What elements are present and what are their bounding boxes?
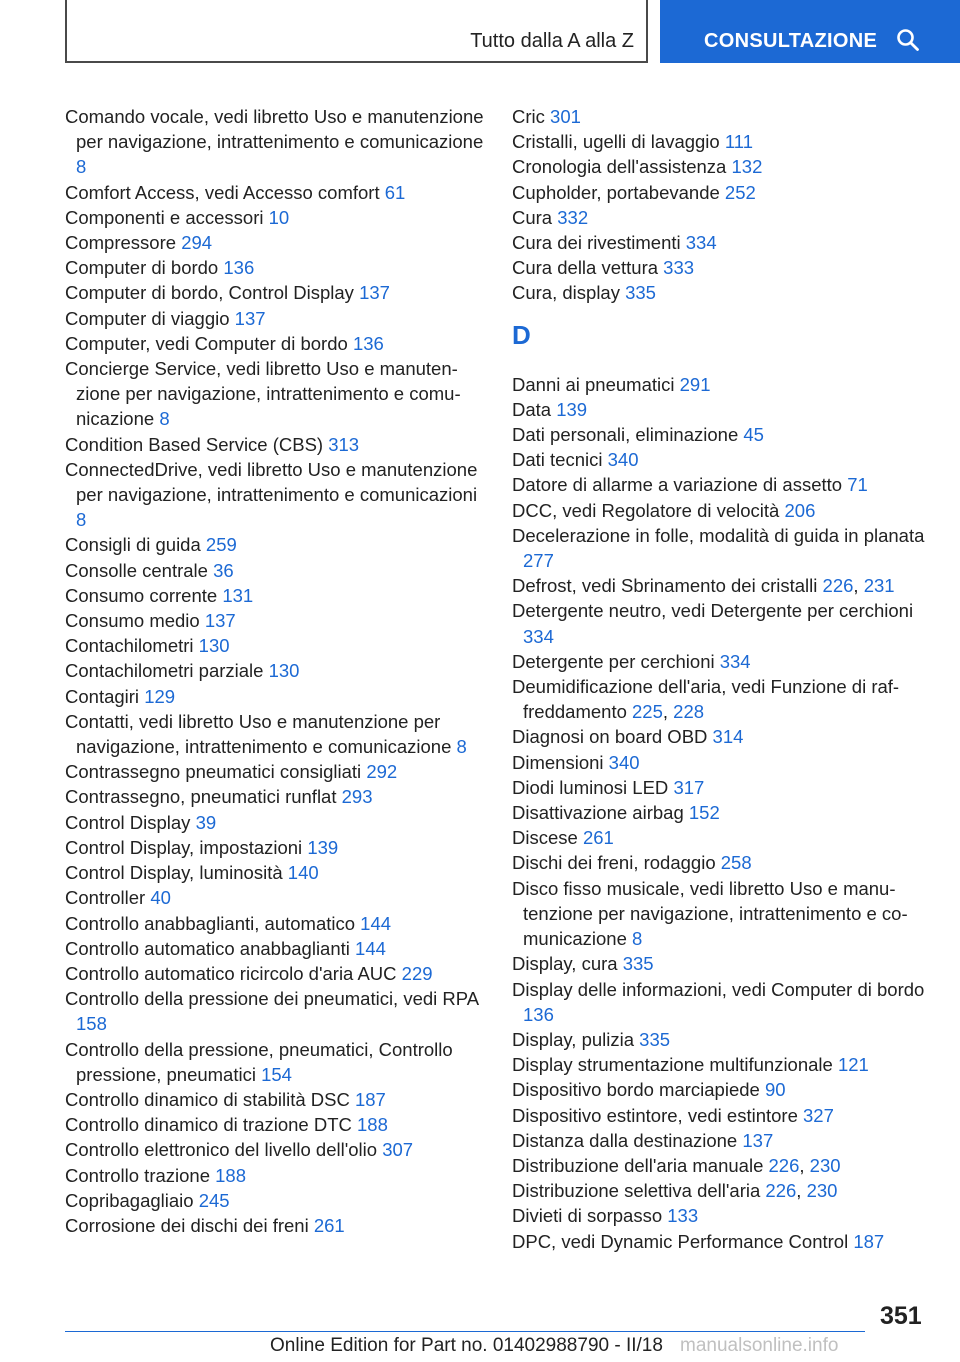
page-link[interactable]: 187 <box>354 1088 386 1110</box>
page-link[interactable]: 231 <box>863 575 895 597</box>
index-entry <box>512 104 932 129</box>
index-entry <box>512 154 932 179</box>
page-link[interactable]: 8 <box>456 736 467 758</box>
index-entry <box>65 684 485 709</box>
index-entry <box>65 835 485 860</box>
index-entry <box>65 432 485 457</box>
page-link[interactable]: 335 <box>622 953 654 975</box>
page-link[interactable]: 137 <box>234 307 266 329</box>
index-entry <box>65 911 485 936</box>
page-link[interactable]: 188 <box>215 1164 247 1186</box>
page-link[interactable]: 130 <box>198 635 230 657</box>
entry-term: Controllo anabbaglianti, automatico <box>65 912 356 934</box>
edition-text: Online Edition for Part no. 01402988790 - II/18 <box>270 1335 663 1356</box>
entry-term: Contachilometri <box>65 635 194 657</box>
page-link[interactable]: 133 <box>667 1205 699 1227</box>
page-link[interactable]: 226 <box>768 1154 800 1176</box>
page-link[interactable]: 335 <box>625 282 656 304</box>
page-link[interactable]: 334 <box>685 232 717 254</box>
index-entry <box>512 1103 932 1128</box>
index-entry <box>512 1128 932 1153</box>
entry-term: Consigli di guida <box>65 534 201 556</box>
entry-term: Display delle informazioni, vedi Computer di bordo <box>512 978 925 1000</box>
page-link[interactable]: 261 <box>582 827 614 849</box>
entry-term: Dispositivo estintore, vedi estintore <box>512 1104 798 1126</box>
entry-term: Consumo corrente <box>65 584 218 606</box>
entry-term: Contrassegno pneumatici consigliati <box>65 761 362 783</box>
index-entry <box>512 775 932 800</box>
index-entry <box>512 447 932 472</box>
entry-term: Controllo elettronico del livello dell'olio <box>65 1139 378 1161</box>
entry-term: Consolle centrale <box>65 559 208 581</box>
entry-term: Defrost, vedi Sbrinamento dei cristalli <box>512 575 818 597</box>
entry-term: ConnectedDrive, vedi libretto Uso e manutenzione per navigazione, intrattenimento e comunicazioni <box>65 458 478 506</box>
entry-term: Disco fisso musicale, vedi libretto Uso e manutenzione per navigazione, intrattenimento e comunicazione <box>512 877 908 950</box>
index-entry <box>65 583 485 608</box>
index-entry <box>512 977 932 1027</box>
entry-term: Computer di bordo <box>65 257 219 279</box>
index-entry <box>512 397 932 422</box>
index-entry <box>65 457 485 533</box>
page-link[interactable]: 61 <box>384 181 406 203</box>
page-link[interactable]: 226 <box>765 1180 797 1202</box>
page-link[interactable]: 144 <box>360 912 392 934</box>
page-link[interactable]: 340 <box>608 751 640 773</box>
page-link[interactable]: 158 <box>76 1013 107 1035</box>
entry-term: Detergente per cerchioni <box>512 650 715 672</box>
watermark-site: manualsonline.info <box>680 1335 839 1356</box>
index-entry <box>65 986 485 1036</box>
entry-term: Datore di allarme a variazione di assetto <box>512 474 843 496</box>
index-entry <box>512 1027 932 1052</box>
entry-term: Computer di bordo, Control Display <box>65 282 354 304</box>
entry-term: Controller <box>65 887 146 909</box>
index-entry <box>512 180 932 205</box>
entry-term: Cura della vettura <box>512 257 659 279</box>
tab-label: CONSULTAZIONE <box>704 30 878 52</box>
page-link[interactable]: 36 <box>213 559 234 581</box>
index-entry <box>65 1112 485 1137</box>
index-entry <box>65 961 485 986</box>
index-entry <box>512 523 932 573</box>
index-entry <box>65 280 485 305</box>
entry-term: Controllo della pressione, pneumatici, Controllo pressione, pneumatici <box>65 1038 453 1085</box>
page-link[interactable]: 8 <box>76 156 87 178</box>
index-entry <box>512 230 932 255</box>
header-section-box <box>65 0 648 63</box>
entry-term: Concierge Service, vedi libretto Uso e manutenzione per navigazione, intrattenimento e comunicazione <box>65 358 461 430</box>
index-entry <box>65 1137 485 1162</box>
page-link[interactable]: 136 <box>352 332 384 354</box>
index-entry <box>512 1077 932 1102</box>
index-entry <box>512 649 932 674</box>
page-link[interactable]: 327 <box>803 1104 834 1126</box>
entry-term: Cura <box>512 206 553 228</box>
entry-term: Decelerazione in folle, modalità di guida in planata <box>512 524 925 546</box>
page-link[interactable]: 121 <box>837 1054 869 1076</box>
index-entry <box>65 255 485 280</box>
page-link[interactable]: 230 <box>809 1154 841 1176</box>
entry-term: Condition Based Service (CBS) <box>65 433 324 455</box>
page-link[interactable]: 152 <box>688 802 720 824</box>
index-entry <box>65 1188 485 1213</box>
entry-term: Controllo dinamico di trazione DTC <box>65 1114 352 1136</box>
page-link[interactable]: 293 <box>341 786 373 808</box>
entry-term: Contatti, vedi libretto Uso e manutenzione per navigazione, intrattenimento e comunicazione <box>65 710 452 758</box>
entry-term: Display, pulizia <box>512 1028 635 1050</box>
index-entry <box>65 532 485 557</box>
page-link[interactable]: 139 <box>556 398 588 420</box>
index-group-d <box>512 372 932 1254</box>
entry-term: Diodi luminosi LED <box>512 776 669 798</box>
index-entry <box>65 633 485 658</box>
entry-term: Cristalli, ugelli di lavaggio <box>512 131 720 153</box>
entry-term: Dischi dei freni, rodaggio <box>512 852 716 874</box>
page-link[interactable]: 8 <box>76 509 87 531</box>
search-icon[interactable] <box>896 28 920 57</box>
page-link[interactable]: 225 <box>632 701 663 723</box>
page-link[interactable]: 8 <box>159 408 170 430</box>
entry-term: Contrassegno, pneumatici runflat <box>65 786 337 808</box>
index-entry <box>65 558 485 583</box>
page-link[interactable]: 291 <box>679 373 711 395</box>
page-link[interactable]: 277 <box>523 550 554 572</box>
entry-term: Display, cura <box>512 953 618 975</box>
page-link[interactable]: 140 <box>287 862 319 884</box>
index-entry <box>65 180 485 205</box>
page-link[interactable]: 229 <box>401 962 433 984</box>
index-entry <box>512 255 932 280</box>
page-link[interactable]: 228 <box>673 701 705 723</box>
index-entry <box>65 709 485 759</box>
page-link[interactable]: 90 <box>764 1079 786 1101</box>
index-group-c <box>512 104 932 306</box>
index-entry <box>512 598 932 648</box>
index-entry <box>512 372 932 397</box>
index-entry <box>65 658 485 683</box>
entry-term: Cupholder, portabevande <box>512 181 720 203</box>
entry-term: Componenti e accessori <box>65 206 264 228</box>
page-link[interactable]: 206 <box>784 499 816 521</box>
entry-term: Control Display, impostazioni <box>65 836 303 858</box>
index-entry <box>65 205 485 230</box>
entry-term: Dati tecnici <box>512 449 603 471</box>
page-link[interactable]: 71 <box>847 474 868 496</box>
index-entry <box>65 885 485 910</box>
page-link[interactable]: 245 <box>198 1189 230 1211</box>
index-entry <box>65 306 485 331</box>
page-link[interactable]: 10 <box>268 206 290 228</box>
index-column-right <box>512 104 932 1254</box>
index-entry <box>65 331 485 356</box>
entry-term: Diagnosi on board OBD <box>512 726 708 748</box>
page-link[interactable]: 317 <box>673 776 705 798</box>
index-entry <box>65 936 485 961</box>
entry-term: Computer, vedi Computer di bordo <box>65 332 348 354</box>
index-entry <box>512 800 932 825</box>
entry-term: Controllo automatico anabbaglianti <box>65 937 350 959</box>
entry-term: Distribuzione selettiva dell'aria <box>512 1180 761 1202</box>
entry-term: Data <box>512 398 552 420</box>
page-link[interactable]: 136 <box>223 257 255 279</box>
index-column-left <box>65 104 485 1238</box>
page-link[interactable]: 132 <box>731 156 763 178</box>
entry-term: Contagiri <box>65 685 140 707</box>
index-entry <box>512 724 932 749</box>
page-link[interactable]: 130 <box>268 660 300 682</box>
entry-term: Control Display <box>65 811 191 833</box>
section-letter: D <box>512 319 531 350</box>
entry-term: Deumidificazione dell'aria, vedi Funzione di raffreddamento <box>512 676 900 723</box>
page-link[interactable]: 307 <box>382 1139 414 1161</box>
index-entry <box>65 1213 485 1238</box>
index-entry <box>65 104 485 180</box>
page-link[interactable]: 131 <box>222 584 254 606</box>
page-link[interactable]: 335 <box>639 1028 671 1050</box>
entry-term: Contachilometri parziale <box>65 660 264 682</box>
page-link[interactable]: 332 <box>557 206 589 228</box>
entry-term: Display strumentazione multifunzionale <box>512 1054 833 1076</box>
index-entry <box>512 129 932 154</box>
page-link[interactable]: 137 <box>742 1129 774 1151</box>
entry-term: Controllo della pressione dei pneumatici, vedi RPA <box>65 988 479 1010</box>
index-entry: Deumidificazione dell'aria, vedi Funzione di raffreddamento 225, 228 <box>512 676 900 723</box>
page-link[interactable]: 259 <box>205 534 237 556</box>
page-link[interactable]: 226 <box>822 575 854 597</box>
page-link[interactable]: 230 <box>806 1180 838 1202</box>
entry-term: Controllo automatico ricircolo d'aria AUC <box>65 962 397 984</box>
index-entry <box>512 1229 932 1254</box>
index-entry <box>512 205 932 230</box>
page-link[interactable]: 333 <box>663 257 695 279</box>
page-link[interactable]: 314 <box>712 726 744 748</box>
page-link[interactable]: 340 <box>607 449 639 471</box>
entry-term: Controllo trazione <box>65 1164 210 1186</box>
consultazione-tab[interactable] <box>660 0 960 63</box>
page-link[interactable]: 261 <box>313 1214 345 1236</box>
page-link[interactable]: 137 <box>359 282 390 304</box>
page-link[interactable]: 258 <box>720 852 752 874</box>
entry-term: Control Display, luminosità <box>65 862 283 884</box>
entry-term: Cura, display <box>512 282 620 304</box>
page-link[interactable]: 45 <box>743 424 764 446</box>
page-link[interactable]: 129 <box>144 685 176 707</box>
entry-term: Computer di viaggio <box>65 307 230 329</box>
page-link[interactable]: 292 <box>366 761 398 783</box>
page-link[interactable]: 301 <box>550 106 581 127</box>
entry-term: Cronologia dell'assistenza <box>512 156 727 178</box>
entry-term: DPC, vedi Dynamic Performance Control <box>512 1230 849 1252</box>
entry-term: Dimensioni <box>512 751 604 773</box>
page-link[interactable]: 294 <box>181 232 213 254</box>
entry-term: Distanza dalla destinazione <box>512 1129 738 1151</box>
entry-term: Danni ai pneumatici <box>512 373 675 395</box>
index-entry <box>65 1163 485 1188</box>
entry-term: Controllo dinamico di stabilità DSC <box>65 1088 350 1110</box>
index-entry: Distribuzione dell'aria manuale 226, 230 <box>512 1154 841 1176</box>
entry-term: Distribuzione dell'aria manuale <box>512 1154 764 1176</box>
index-entry: Defrost, vedi Sbrinamento dei cristalli 226, 231 <box>512 575 895 597</box>
entry-term: Cura dei rivestimenti <box>512 232 681 254</box>
index-entry <box>512 951 932 976</box>
entry-term: Disattivazione airbag <box>512 802 684 824</box>
page-link[interactable]: 139 <box>307 836 339 858</box>
index-entry <box>512 422 932 447</box>
index-entry <box>512 876 932 952</box>
section-label: Tutto dalla A alla Z <box>470 30 634 52</box>
index-entry <box>65 784 485 809</box>
entry-term: Discese <box>512 827 578 849</box>
page-link[interactable]: 144 <box>355 937 386 959</box>
index-entry <box>512 498 932 523</box>
index-entry <box>65 608 485 633</box>
index-entry <box>65 230 485 255</box>
page-link[interactable]: 313 <box>328 433 360 455</box>
page-link[interactable]: 8 <box>632 928 643 950</box>
page-link[interactable]: 40 <box>150 887 171 909</box>
entry-term: Compressore <box>65 232 177 254</box>
entry-term: Copribagagliaio <box>65 1189 194 1211</box>
page-number: 351 <box>880 1302 922 1330</box>
page-link[interactable]: 187 <box>853 1230 885 1252</box>
page-link[interactable]: 137 <box>204 610 236 632</box>
entry-term: DCC, vedi Regolatore di velocità <box>512 499 780 521</box>
index-entry <box>512 1052 932 1077</box>
page-link[interactable]: 334 <box>719 650 751 672</box>
entry-term: Corrosione dei dischi dei freni <box>65 1214 309 1236</box>
index-entry <box>65 1037 485 1087</box>
page-link[interactable]: 111 <box>724 131 753 153</box>
index-entry <box>512 825 932 850</box>
index-entry <box>512 1203 932 1228</box>
index-entry <box>512 472 932 497</box>
index-entry <box>65 1087 485 1112</box>
entry-term: Dati personali, eliminazione <box>512 424 739 446</box>
index-entry <box>65 810 485 835</box>
entry-term: Divieti di sorpasso <box>512 1205 663 1227</box>
page-link[interactable]: 136 <box>523 1003 554 1025</box>
index-entry <box>512 850 932 875</box>
entry-term: Cric <box>512 106 545 127</box>
entry-term: Detergente neutro, vedi Detergente per cerchioni <box>512 600 914 622</box>
entry-term: Consumo medio <box>65 610 200 632</box>
page-link[interactable]: 334 <box>523 625 554 647</box>
index-entry <box>65 860 485 885</box>
entry-term: Dispositivo bordo marciapiede <box>512 1079 760 1101</box>
index-entry: Distribuzione selettiva dell'aria 226, 230 <box>512 1180 838 1202</box>
index-entry <box>512 280 932 305</box>
entry-term: Comfort Access, vedi Accesso comfort <box>65 181 380 203</box>
index-entry <box>65 759 485 784</box>
index-entry <box>512 750 932 775</box>
page-link[interactable]: 252 <box>724 181 756 203</box>
entry-term: Comando vocale, vedi libretto Uso e manutenzione per navigazione, intrattenimento e comunicazione <box>65 106 484 153</box>
index-entry <box>65 356 485 432</box>
page-link[interactable]: 188 <box>357 1114 388 1136</box>
page-link[interactable]: 154 <box>261 1063 292 1085</box>
footer-divider <box>65 1331 865 1332</box>
page-link[interactable]: 39 <box>195 811 217 833</box>
